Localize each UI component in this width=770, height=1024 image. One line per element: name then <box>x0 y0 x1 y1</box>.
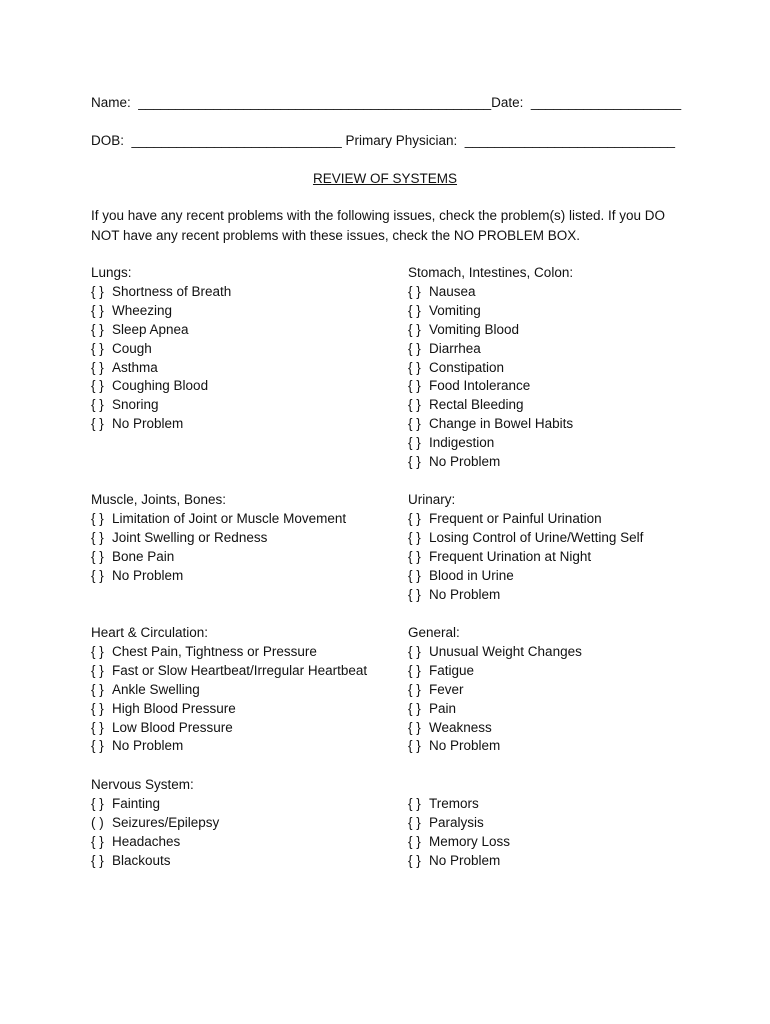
checklist-item-label: Shortness of Breath <box>112 283 232 299</box>
checklist-item-label: Wheezing <box>112 302 173 318</box>
section-nervous-right <box>408 776 510 871</box>
checkbox[interactable]: { } <box>91 302 104 318</box>
checklist-item-label: No Problem <box>112 416 184 432</box>
checklist-item-label: Bone Pain <box>112 548 175 564</box>
checklist-item <box>408 833 510 852</box>
checkbox[interactable]: { } <box>408 454 421 470</box>
section-heading: Nervous System: <box>91 777 194 792</box>
checkbox[interactable]: { } <box>408 567 421 583</box>
checkbox[interactable]: { } <box>91 852 104 868</box>
checkbox[interactable]: { } <box>91 510 104 526</box>
checklist-item <box>408 434 573 453</box>
checkbox[interactable]: { } <box>91 643 104 659</box>
section-nervous-left <box>91 776 219 871</box>
checklist-item <box>91 567 346 586</box>
checkbox[interactable]: { } <box>408 662 421 678</box>
checklist-item <box>91 377 231 396</box>
checklist-item-label: Blood in Urine <box>429 567 514 583</box>
checkbox[interactable]: { } <box>408 283 421 299</box>
checklist-item <box>91 283 231 302</box>
checkbox[interactable]: { } <box>408 643 421 659</box>
checklist-item-label: Vomiting Blood <box>429 321 520 337</box>
checkbox[interactable]: { } <box>91 321 104 337</box>
section-heading <box>408 776 510 795</box>
checkbox[interactable]: { } <box>408 378 421 394</box>
checkbox[interactable]: { } <box>408 681 421 697</box>
checkbox[interactable]: { } <box>408 435 421 451</box>
checklist-item <box>408 795 510 814</box>
checkbox[interactable]: { } <box>91 416 104 432</box>
checklist-item-label: Paralysis <box>429 814 484 830</box>
checkbox[interactable]: { } <box>91 340 104 356</box>
checklist-item-label: Low Blood Pressure <box>112 719 233 735</box>
checkbox[interactable]: { } <box>408 738 421 754</box>
checkbox[interactable]: { } <box>408 700 421 716</box>
checklist-item-label: Fatigue <box>429 662 475 678</box>
checklist-item-label: Pain <box>429 700 457 716</box>
checklist-item <box>408 283 573 302</box>
checklist-item-label: Fast or Slow Heartbeat/Irregular Heartbeat <box>112 662 368 678</box>
checklist-item <box>408 737 582 756</box>
checkbox[interactable]: { } <box>91 738 104 754</box>
checklist-item-label: Rectal Bleeding <box>429 397 524 413</box>
checkbox[interactable]: { } <box>408 359 421 375</box>
checklist-item <box>408 548 643 567</box>
checklist-item-label: Joint Swelling or Redness <box>112 529 268 545</box>
checkbox[interactable]: { } <box>91 662 104 678</box>
checklist-item-label: Indigestion <box>429 435 495 451</box>
checkbox[interactable]: { } <box>408 719 421 735</box>
checklist-item <box>91 852 219 871</box>
checkbox[interactable]: { } <box>408 814 421 830</box>
checklist-item-label: Weakness <box>429 719 492 735</box>
checklist-item-label: Fever <box>429 681 464 697</box>
checklist-item-label: Asthma <box>112 359 158 375</box>
checklist-item-label: No Problem <box>112 738 184 754</box>
checkbox[interactable]: { } <box>91 719 104 735</box>
checklist-item-label: Headaches <box>112 833 181 849</box>
dob-physician-line[interactable]: DOB: ____________________________ Primary Physician: ____________________________ <box>91 133 675 148</box>
section-heading: General: <box>408 625 460 640</box>
checklist-item-label: Limitation of Joint or Muscle Movement <box>112 510 347 526</box>
checkbox[interactable]: { } <box>408 548 421 564</box>
checkbox[interactable]: { } <box>91 681 104 697</box>
checkbox[interactable]: { } <box>408 852 421 868</box>
checklist-item <box>408 643 582 662</box>
checklist-item <box>91 719 367 738</box>
checkbox[interactable]: { } <box>91 795 104 811</box>
section-heading: Muscle, Joints, Bones: <box>91 492 227 507</box>
checklist-item <box>91 359 231 378</box>
checklist-item-label: Nausea <box>429 283 476 299</box>
checklist-item-label: Food Intolerance <box>429 378 531 394</box>
section-muscle <box>91 491 346 586</box>
checklist-item-label: Chest Pain, Tightness or Pressure <box>112 643 317 659</box>
section-urinary <box>408 491 643 604</box>
checklist-item <box>408 359 573 378</box>
section-heading: Stomach, Intestines, Colon: <box>408 265 574 280</box>
checkbox[interactable]: { } <box>91 700 104 716</box>
checklist-item-label: Unusual Weight Changes <box>429 643 582 659</box>
checklist-item-label: Diarrhea <box>429 340 481 356</box>
checklist-item <box>91 681 367 700</box>
checklist-item-label: No Problem <box>429 586 501 602</box>
form-title-text: REVIEW OF SYSTEMS <box>312 171 458 186</box>
checklist-item <box>91 700 367 719</box>
checklist-item <box>408 567 643 586</box>
checkbox[interactable]: ( ) <box>91 814 104 830</box>
checklist-item <box>91 814 219 833</box>
checklist-item <box>91 396 231 415</box>
checkbox[interactable]: { } <box>408 340 421 356</box>
checklist-item <box>91 340 231 359</box>
checklist-item <box>91 795 219 814</box>
checklist-item-label: High Blood Pressure <box>112 700 236 716</box>
section-stomach <box>408 264 573 472</box>
checkbox[interactable]: { } <box>408 397 421 413</box>
checkbox[interactable]: { } <box>91 283 104 299</box>
form-title <box>0 169 770 188</box>
section-heading: Lungs: <box>91 265 132 280</box>
checklist-item <box>408 814 510 833</box>
checklist-item-label: No Problem <box>429 738 501 754</box>
checklist-item <box>408 302 573 321</box>
checkbox[interactable]: { } <box>408 302 421 318</box>
checklist-item <box>408 852 510 871</box>
checkbox[interactable]: { } <box>408 529 421 545</box>
checklist-item-label: Coughing Blood <box>112 378 209 394</box>
checklist-item-label: No Problem <box>429 454 501 470</box>
checklist-item-label: Constipation <box>429 359 505 375</box>
checklist-item <box>408 719 582 738</box>
checkbox[interactable]: { } <box>408 833 421 849</box>
checklist-item-label: Memory Loss <box>429 833 511 849</box>
checklist-item <box>91 510 346 529</box>
checklist-item-label: Snoring <box>112 397 159 413</box>
checklist-item <box>91 737 367 756</box>
checkbox[interactable]: { } <box>91 548 104 564</box>
checklist-item <box>408 529 643 548</box>
checklist-item <box>91 321 231 340</box>
checkbox[interactable]: { } <box>408 321 421 337</box>
checkbox[interactable]: { } <box>408 795 421 811</box>
name-date-line[interactable]: Name: _______________________________________________Date: ____________________ <box>91 95 682 110</box>
checklist-item-label: Losing Control of Urine/Wetting Self <box>429 529 644 545</box>
checkbox[interactable]: { } <box>408 586 421 602</box>
checkbox[interactable]: { } <box>91 833 104 849</box>
section-heading: Urinary: <box>408 492 456 507</box>
checklist-item <box>408 377 573 396</box>
checkbox[interactable]: { } <box>408 510 421 526</box>
checklist-item-label: Vomiting <box>429 302 481 318</box>
checklist-item <box>408 510 643 529</box>
checklist-item-label: Tremors <box>429 795 479 811</box>
checklist-item <box>408 586 643 605</box>
checklist-item <box>408 700 582 719</box>
checklist-item <box>408 340 573 359</box>
instructions: If you have any recent problems with the following issues, check the problem(s) listed. If you DO NOT have any recent problems with these issues, check the NO PROBLEM BOX. <box>91 208 666 243</box>
checklist-item <box>408 396 573 415</box>
checklist-item-label: Ankle Swelling <box>112 681 200 697</box>
checkbox[interactable]: { } <box>91 397 104 413</box>
checklist-item <box>91 548 346 567</box>
section-general <box>408 624 582 756</box>
checklist-item <box>408 662 582 681</box>
checklist-item-label: Sleep Apnea <box>112 321 189 337</box>
checklist-item <box>408 453 573 472</box>
checklist-item-label: Frequent Urination at Night <box>429 548 592 564</box>
checklist-item <box>91 662 367 681</box>
section-lungs <box>91 264 231 434</box>
checklist-item-label: No Problem <box>112 567 184 583</box>
checklist-item <box>91 833 219 852</box>
checklist-item <box>91 302 231 321</box>
checklist-item-label: Frequent or Painful Urination <box>429 510 602 526</box>
checklist-item-label: Cough <box>112 340 152 356</box>
checklist-item <box>408 681 582 700</box>
checkbox[interactable]: { } <box>91 529 104 545</box>
checklist-item <box>91 643 367 662</box>
checklist-item-label: No Problem <box>429 852 501 868</box>
checkbox[interactable]: { } <box>91 378 104 394</box>
checklist-item-label: Fainting <box>112 795 161 811</box>
checklist-item-label: Change in Bowel Habits <box>429 416 574 432</box>
checklist-item <box>408 415 573 434</box>
checklist-item <box>91 529 346 548</box>
section-heart <box>91 624 367 756</box>
checklist-item <box>91 415 231 434</box>
checklist-item-label: Seizures/Epilepsy <box>112 814 220 830</box>
section-heading: Heart & Circulation: <box>91 625 209 640</box>
checklist-item-label: Blackouts <box>112 852 171 868</box>
checkbox[interactable]: { } <box>91 567 104 583</box>
checkbox[interactable]: { } <box>91 359 104 375</box>
checkbox[interactable]: { } <box>408 416 421 432</box>
checklist-item <box>408 321 573 340</box>
